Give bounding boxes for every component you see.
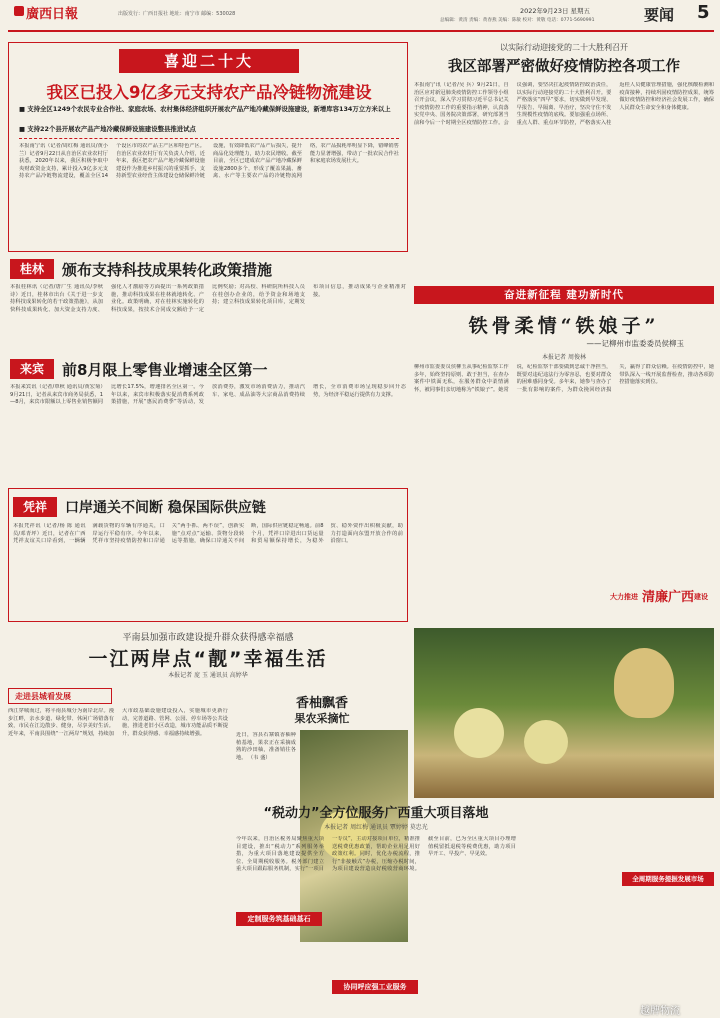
pingxiang-box — [8, 488, 408, 622]
feature-section-tag: 奋进新征程 建功新时代 — [414, 286, 714, 304]
lead-bullet-1: ■ 支持全区1249个农民专业合作社、家庭农场、农村集体经济组织开展农产品产地冷藏保鲜设施建设，新增库容134万立方米以上 — [19, 105, 391, 113]
pomelo-icon — [524, 720, 568, 764]
promo-kicker: 大力推进 — [610, 593, 638, 601]
caption-text: 近日，容县石寨镇香柚种植基地，果农正在采摘成熟的沙田柚，准备销往各地。 — [236, 732, 296, 761]
caption-credit: （韦 盛） — [248, 754, 271, 761]
feature-body: 柳州市监委委员侯柳玉从事纪检监察工作多年，始终坚持原则、敢于担当，在查办案件中铁面无私，在服务群众中柔情满怀，被同事们亲切地称为“铁娘子”。她常说，纪检监察干部要做到忠诚干净担当，既要对违纪违法行为零容忍，也要对群众的困难感同身受。多年来，她参与查办了一批有影响的案件，为群众挽回经济损失，赢得了群众信赖。在疫情防控中，她带队深入一线开展监督检查，推动各项防控措施落实到位。 — [414, 364, 714, 393]
right-top-story — [414, 42, 714, 282]
tax-byline: 本报记者 周红梅 通讯员 覃婷婷 莫忠光 — [324, 824, 428, 831]
sidebar-title: 香柚飘香 — [295, 696, 348, 711]
laibin-story — [8, 356, 408, 452]
lead-divider — [19, 138, 399, 139]
editor-line: 总编辑：黄清 责编：黄春燕 美编：陈敏 校对：黄敬 电话：0771-5690991 — [440, 18, 595, 23]
column-tag-label: 走进县城看发展 — [15, 692, 71, 701]
guilin-tag: 桂林 — [10, 259, 54, 279]
tax-subhead-2: 协同呼应强工业服务 — [332, 980, 418, 994]
printer-info: 出版发行：广西日报社 地址：南宁市 邮编：530028 — [118, 11, 236, 17]
lead-bullet-2: ■ 支持22个县开展农产品产地冷藏保鲜设施建设整县推进试点 — [19, 125, 196, 133]
laibin-body: 本报来宾讯（记者/覃秋 通讯员/黄宏菊）9月21日，记者从来宾市商务局获悉，1—8月，来宾市限额以上零售业销售额同比增长17.5%，增速排名全区第一。今年以来，来宾市积极落实促消费系列政策措施，开展“惠民消费季”等活动，发放消费券，激发市场消费活力，推动汽车、家电、成品油等大宗商品消费持续增长，全市消费市场呈现稳步回升态势，为经济平稳运行提供有力支撑。 — [10, 384, 406, 406]
right-top-headline: 我区部署严密做好疫情防控各项工作 — [448, 59, 680, 75]
tax-right-label: 全周期服务提振发展市场 — [622, 872, 714, 886]
masthead — [0, 0, 720, 36]
watermark: 越牌物流 — [640, 1006, 680, 1017]
bullet-icon: ■ — [19, 125, 28, 133]
farmer-figure-icon — [614, 648, 674, 718]
guilin-body: 本报桂林讯（记者/唐广生 通讯员/李秋诗）近日，桂林市出台《关于进一步支持科技成果转化的若干政策措施》，从加快科技成果转化、加大资金支持力度、强化人才激励等方面提出一系列政策措施，推动科技成果在桂林就地转化、产业化。政策明确，对在桂林实施转化的科技成果，按技术合同成交额给予一定比例奖励；对高校、科研院所科技人员在桂创办企业的，给予资金和场地支持；建立科技成果转化项目库，定期发布项目信息，推动成果与企业精准对接。 — [10, 284, 406, 313]
lead-box — [8, 42, 408, 252]
pingnan-body: 西江穿城而过，将平南县城分为南岸北岸。漫步江畔，亲水步道、绿化带、休闲广场错落有致，市民在江边散步、健身，尽享美好生活。近年来，平南县围绕“一江两岸”规划，持续加大市政基础设施建设投入，实施城市更新行动，完善道路、管网、公园、停车场等公共设施，推进老旧小区改造，城市功能品质不断提升，群众获得感、幸福感持续增强。 — [8, 708, 228, 737]
tax-subhead-1: 定制服务筑基础基石 — [236, 912, 322, 926]
pingnan-byline: 本报记者 庞 玉 通讯员 高婷华 — [168, 672, 248, 679]
feature-headline: 铁骨柔情“铁娘子” — [468, 315, 660, 337]
pingnan-column-tag — [8, 688, 112, 704]
banner-tag: 喜迎二十大 — [119, 49, 299, 73]
tax-body: 今年以来，自治区税务局聚焦重大项目建设，推出“税动力”系列服务举措，为重大项目落地建设提供全方位、全周期税收服务。税务部门建立重大项目跟踪服务机制，实行“一项目一专员”，主动对接项目单位，精准推送税费优惠政策，帮助企业用足用好政策红利。同时，优化办税流程，推行“非接触式”办税，压缩办税时间，为项目建设营造良好税收营商环境。截至目前，已为全区重大项目办理增值税留抵退税等税费优惠，助力项目早开工、早投产、早见效。 — [236, 836, 516, 873]
tax-story — [236, 800, 714, 1012]
promo-title: 清廉广西 — [642, 590, 695, 605]
feature-byline: 本报记者 周俊林 — [542, 354, 586, 361]
guilin-story — [8, 256, 408, 354]
right-top-body: 本报南宁讯（记者/吴 兵）9月21日，自治区应对新冠肺炎疫情防控工作领导小组召开会议，深入学习贯彻习近平总书记关于疫情防控工作的重要指示精神，认真落实党中央、国务院决策部署，研究部署当前和今后一个时期全区疫情防控工作。会议强调，要坚决扛起疫情防控政治责任，以实际行动迎接党的二十大胜利召开。要严格落实“四早”要求，切实做到早发现、早报告、早隔离、早治疗，坚决守住不发生规模性疫情的底线。要加强重点场所、重点人群、重点环节防控，严格落实入桂返桂人员健康管理措施，强化核酸检测和疫苗接种，持续巩固疫情防控成果，统筹做好疫情防控和经济社会发展工作，确保人民群众生命安全和身体健康。 — [414, 82, 714, 126]
section-label: 要闻 — [644, 6, 675, 24]
sidebar-caption — [236, 732, 296, 806]
promo-suffix: 建设 — [694, 593, 708, 601]
tax-headline: “税动力”全方位服务广西重大项目落地 — [263, 806, 489, 821]
issue-date: 2022年9月23日 星期五 — [520, 7, 591, 15]
pomelo-icon — [454, 708, 504, 758]
lead-body: 本报南宁讯（记者/周红梅 通讯员/黄小兰）记者9月22日从自治区农业农村厅获悉，2020年以来，我区积极争取中央财政资金支持，累计投入9亿多元支持农产品冷链物流建设，覆盖全区14个设区市的农产品主产区和特色产区。自治区农业农村厅有关负责人介绍，近年来，我区把农产品产地冷藏保鲜设施建设作为推进乡村振兴的重要抓手，支持新型农业经营主体建设仓储保鲜冷链设施，有效降低农产品产后损失，提升商品化处理能力，助力农民增收。截至目前，全区已建成农产品产地冷藏保鲜设施2800多个，形成了覆盖果蔬、畜禽、水产等主要农产品的冷链物流网络，农产品损耗率明显下降，错峰销售能力显著增强，带动了一批农民合作社和家庭农场发展壮大。 — [19, 143, 399, 180]
pingxiang-body: 本报凭祥讯（记者/杨 陈 通讯员/邓青坪）近日，记者在广西凭祥友谊关口岸看到，一辆辆满载货物的车辆有序通关，口岸运行平稳有序。今年以来，凭祥市坚持疫情防控和口岸通关“两手抓、两不误”，创新实施“点对点”运输、货物分段转运等措施，确保口岸通关不间断，国际供应链稳定畅通。前8个月，凭祥口岸进出口货运量和贸易额保持增长，为稳外贸、稳外资作出积极贡献，助力打造面向东盟开放合作的前沿窗口。 — [13, 523, 403, 545]
paper-logo-icon — [14, 6, 24, 16]
bullet-icon: ■ — [19, 105, 28, 113]
pingxiang-tag: 凭祥 — [13, 497, 57, 517]
pingxiang-headline: 口岸通关不间断 稳保国际供应链 — [65, 500, 266, 516]
laibin-tag: 来宾 — [10, 359, 54, 379]
guilin-headline: 颁布支持科技成果转化政策措施 — [62, 261, 273, 279]
right-top-kicker: 以实际行动迎接党的二十大胜利召开 — [500, 43, 628, 52]
pingnan-headline-small: 平南县加强市政建设提升群众获得感幸福感 — [122, 633, 294, 643]
laibin-headline: 前8月限上零售业增速全区第一 — [62, 361, 268, 379]
lead-headline: 我区已投入9亿多元支持农产品冷链物流建设 — [46, 83, 372, 102]
page-number: 5 — [697, 2, 710, 23]
feature-photo — [414, 628, 714, 798]
masthead-rule — [8, 30, 714, 32]
paper-name: 廣西日報 — [26, 7, 79, 22]
pingnan-headline: 一江两岸点“靓”幸福生活 — [88, 648, 328, 670]
feature-story — [414, 286, 714, 620]
feature-subhead: ——记柳州市监委委员侯柳玉 — [586, 339, 684, 348]
feature-promo — [610, 582, 714, 616]
sidebar-subtitle: 果农采摘忙 — [294, 712, 350, 725]
